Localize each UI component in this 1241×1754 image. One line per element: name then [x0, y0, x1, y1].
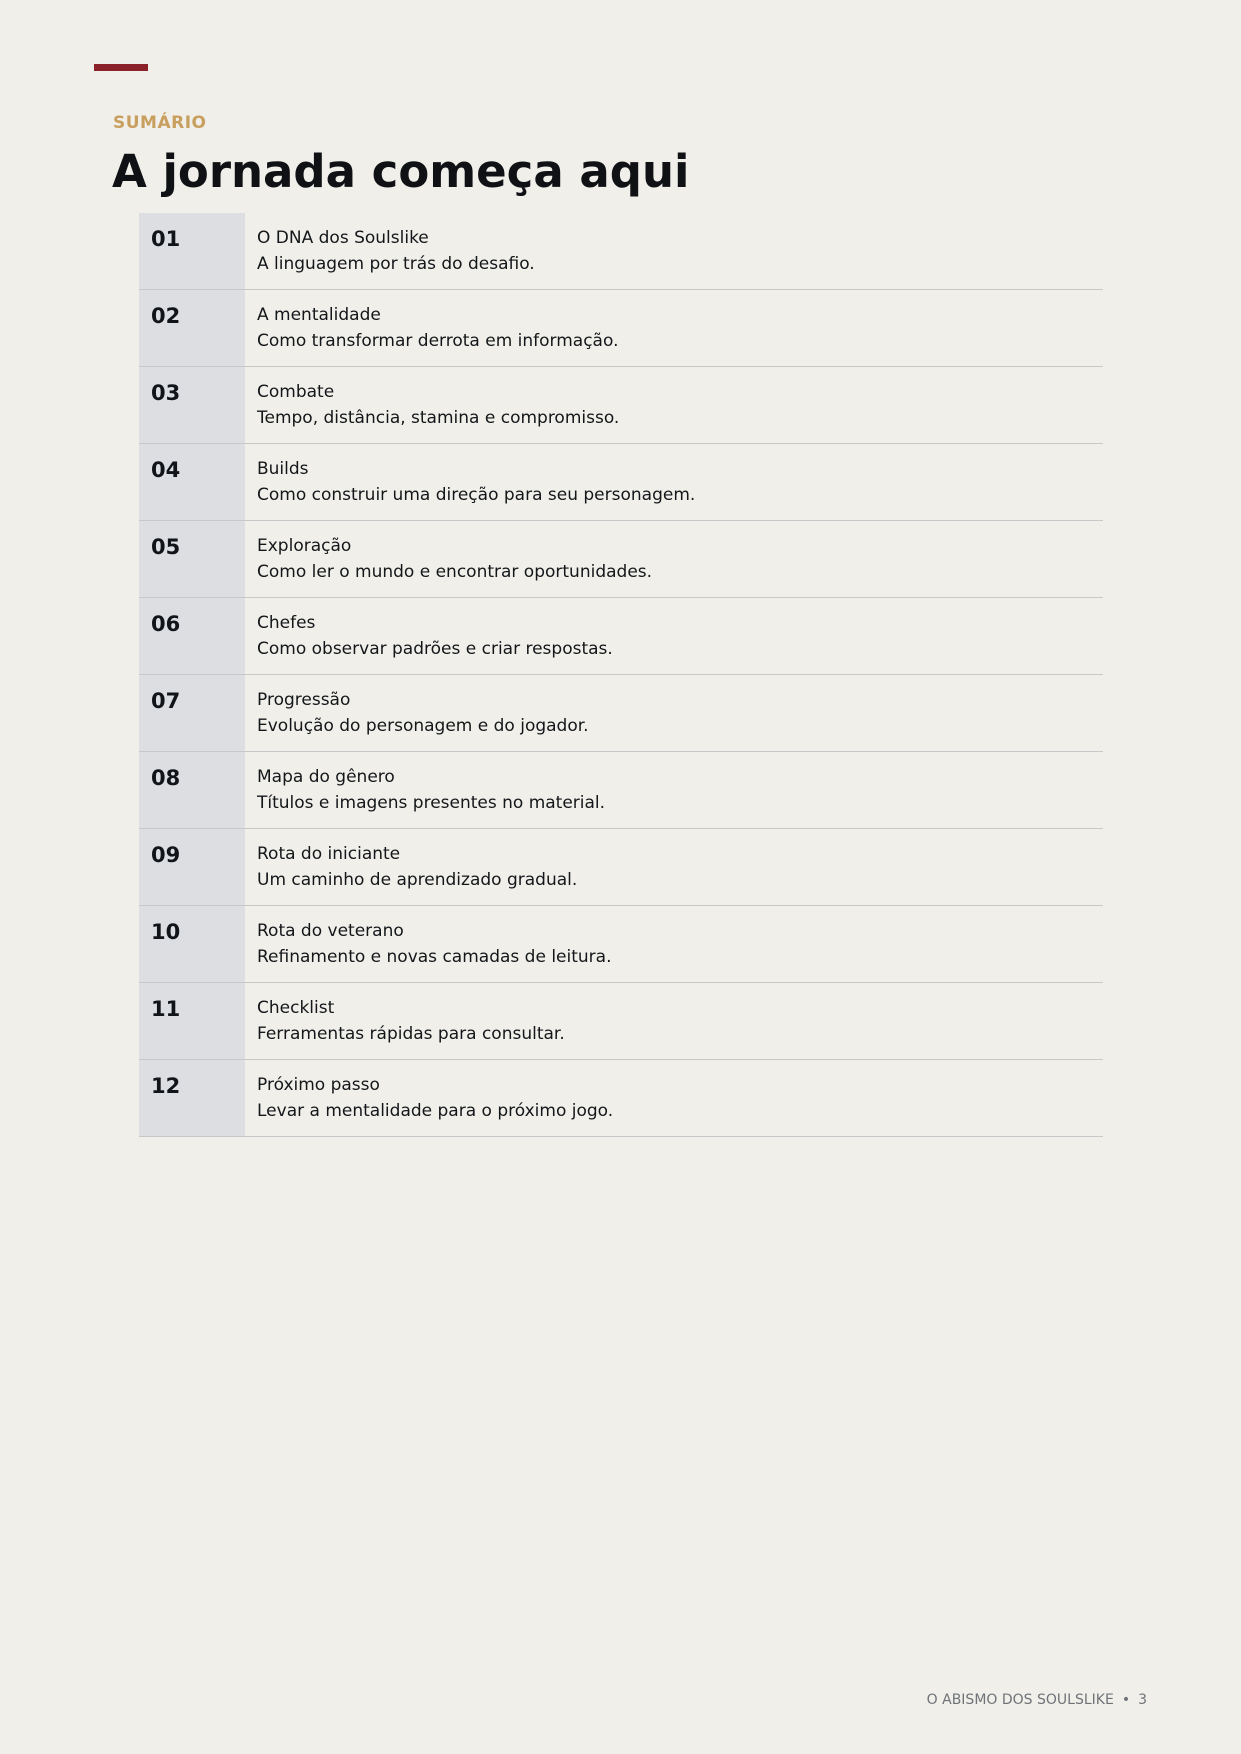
footer-separator: •	[1121, 1692, 1131, 1708]
toc-entry-text	[245, 367, 1103, 443]
toc-chapter-description: Um caminho de aprendizado gradual.	[257, 870, 578, 890]
toc-chapter-description: Como construir uma direção para seu personagem.	[257, 485, 696, 505]
toc-entry-text	[245, 444, 1103, 520]
toc-row	[139, 983, 1103, 1060]
toc-chapter-description: Refinamento e novas camadas de leitura.	[257, 947, 612, 967]
toc-chapter-title: Checklist	[257, 998, 335, 1018]
toc-entry-text	[245, 752, 1103, 828]
toc-row	[139, 213, 1103, 290]
toc-chapter-number: 12	[139, 1060, 245, 1136]
page-title: A jornada começa aqui	[112, 145, 690, 198]
toc-chapter-title: A mentalidade	[257, 305, 381, 325]
toc-chapter-description: Como ler o mundo e encontrar oportunidades.	[257, 562, 653, 582]
toc-row	[139, 444, 1103, 521]
toc-row	[139, 521, 1103, 598]
section-eyebrow: SUMÁRIO	[113, 113, 207, 133]
toc-entry-text	[245, 906, 1103, 982]
toc-entry-text	[245, 1060, 1103, 1136]
footer-book-title: O ABISMO DOS SOULSLIKE	[926, 1692, 1114, 1708]
toc-chapter-number: 10	[139, 906, 245, 982]
toc-row	[139, 367, 1103, 444]
toc-chapter-title: Mapa do gênero	[257, 767, 395, 787]
accent-bar	[94, 64, 148, 71]
toc-entry-text	[245, 983, 1103, 1059]
toc-row	[139, 752, 1103, 829]
toc-chapter-number: 01	[139, 213, 245, 289]
page-footer	[927, 1692, 1147, 1708]
toc-chapter-description: Ferramentas rápidas para consultar.	[257, 1024, 565, 1044]
toc-row	[139, 290, 1103, 367]
toc-chapter-title: Rota do iniciante	[257, 844, 401, 864]
toc-entry-text	[245, 598, 1103, 674]
toc-chapter-title: Builds	[257, 459, 309, 479]
toc-entry-text	[245, 290, 1103, 366]
toc-chapter-title: O DNA dos Soulslike	[257, 228, 429, 248]
toc-chapter-title: Exploração	[257, 536, 352, 556]
toc-entry-text	[245, 675, 1103, 751]
toc-chapter-title: Próximo passo	[257, 1075, 380, 1095]
toc-entry-text	[245, 213, 1103, 289]
toc-entry-text	[245, 521, 1103, 597]
toc-chapter-title: Chefes	[257, 613, 316, 633]
toc-chapter-number: 05	[139, 521, 245, 597]
toc-row	[139, 598, 1103, 675]
toc-chapter-number: 08	[139, 752, 245, 828]
toc-row	[139, 829, 1103, 906]
toc-row	[139, 1060, 1103, 1137]
toc-chapter-number: 03	[139, 367, 245, 443]
toc-row	[139, 906, 1103, 983]
toc-chapter-number: 07	[139, 675, 245, 751]
toc-entry-text	[245, 829, 1103, 905]
toc-chapter-title: Rota do veterano	[257, 921, 404, 941]
toc-chapter-description: Evolução do personagem e do jogador.	[257, 716, 589, 736]
toc-chapter-description: Como transformar derrota em informação.	[257, 331, 619, 351]
toc-chapter-number: 09	[139, 829, 245, 905]
toc-chapter-description: Títulos e imagens presentes no material.	[257, 793, 606, 813]
toc-chapter-description: Levar a mentalidade para o próximo jogo.	[257, 1101, 614, 1121]
toc-chapter-description: A linguagem por trás do desafio.	[257, 254, 535, 274]
table-of-contents	[139, 213, 1103, 1137]
toc-chapter-title: Combate	[257, 382, 335, 402]
toc-chapter-number: 06	[139, 598, 245, 674]
toc-chapter-description: Tempo, distância, stamina e compromisso.	[257, 408, 620, 428]
toc-chapter-description: Como observar padrões e criar respostas.	[257, 639, 613, 659]
toc-chapter-number: 11	[139, 983, 245, 1059]
page-number: 3	[1138, 1692, 1147, 1708]
toc-row	[139, 675, 1103, 752]
toc-chapter-number: 04	[139, 444, 245, 520]
toc-chapter-number: 02	[139, 290, 245, 366]
toc-chapter-title: Progressão	[257, 690, 351, 710]
